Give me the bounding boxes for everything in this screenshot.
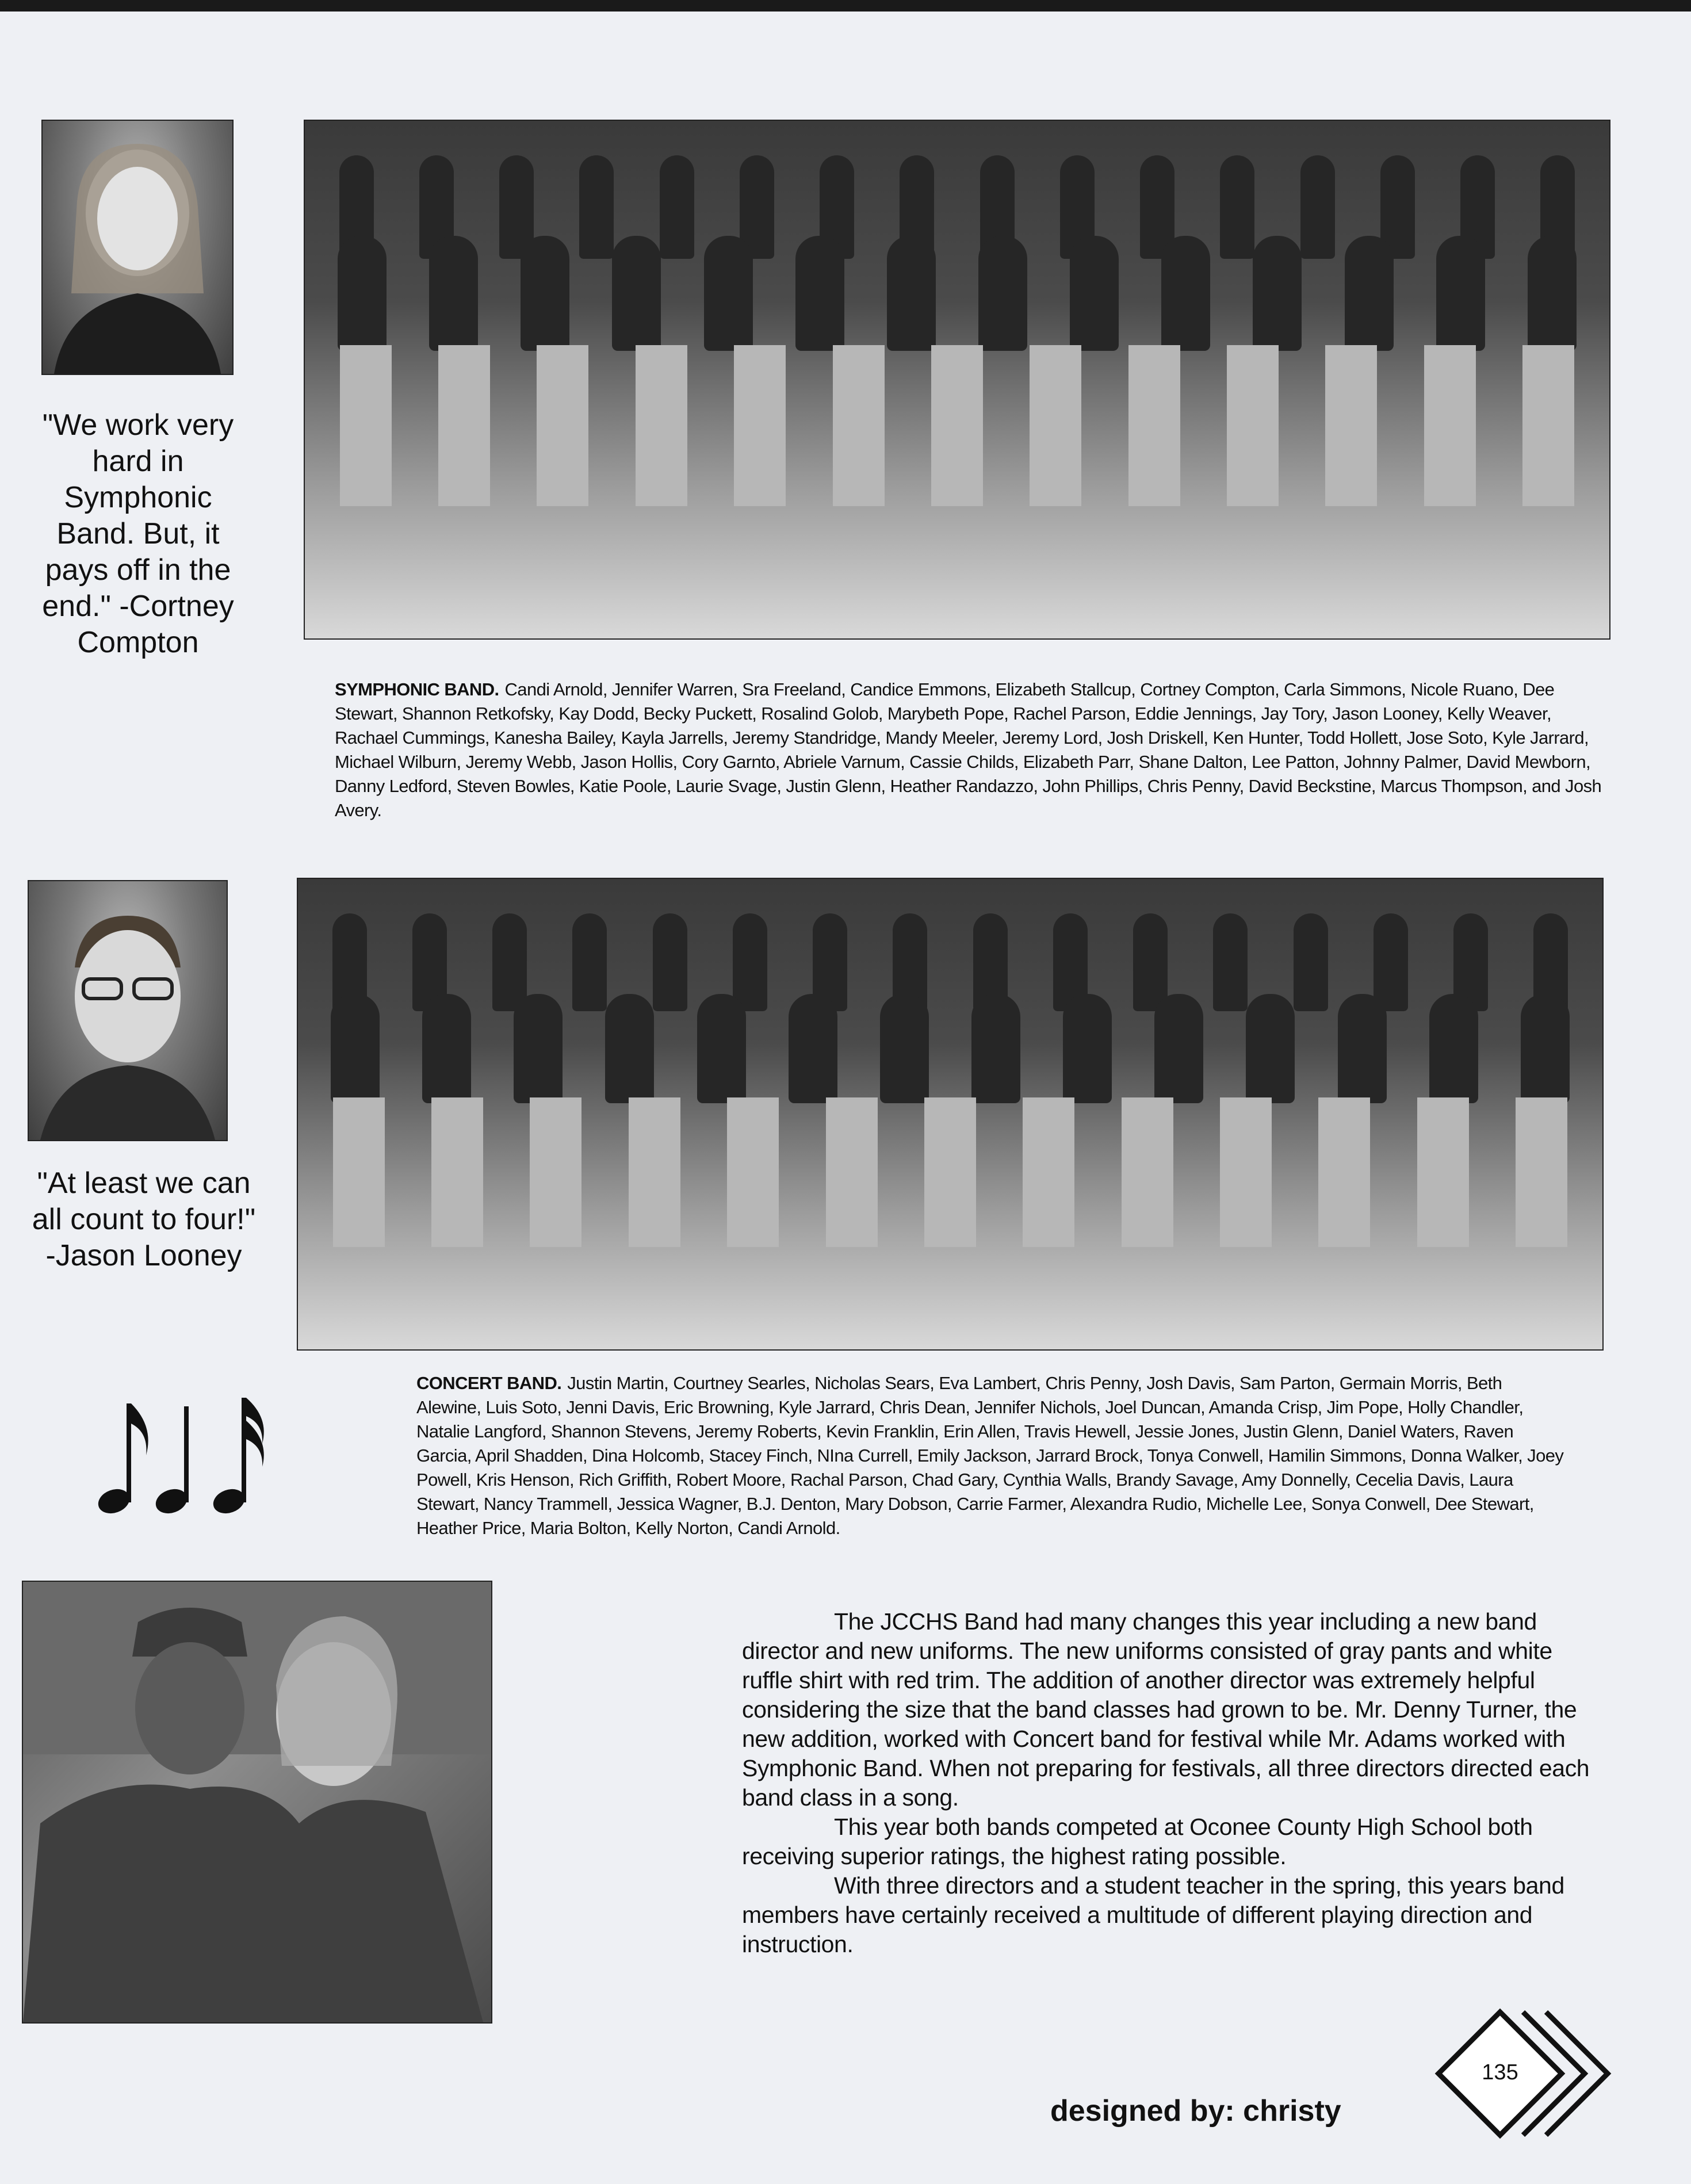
symphonic-band-caption <box>335 678 1612 823</box>
music-notes-icon <box>91 1392 275 1519</box>
quote-jason-looney: "At least we can all count to four!" -Jason Looney <box>32 1166 256 1272</box>
concert-band-caption <box>416 1371 1567 1540</box>
page-number: 135 <box>1482 2060 1518 2084</box>
portrait-photo-cortney <box>41 120 234 375</box>
story-paragraph-1: The JCCHS Band had many changes this year including a new band director and new uniforms. The new uniforms consisted of gray pants and white ruffle shirt with red trim. The addition of another director was extremely helpful considering the size that the band classes had grown to be. Mr. Denny Turner, the new addition, worked with Concert band for festival while Mr. Adams worked with Symphonic Band. When not preparing for festivals, all three directors directed each band class in a song. <box>742 1608 1590 1811</box>
candid-photo <box>22 1581 492 2024</box>
candid-silhouette-icon <box>23 1582 491 2022</box>
symphonic-band-label: SYMPHONIC BAND. <box>335 679 499 699</box>
concert-band-label: CONCERT BAND. <box>416 1373 562 1393</box>
story-paragraph-3: With three directors and a student teacher in the spring, this years band members have certainly received a multitude of different playing direction and instruction. <box>742 1872 1564 1957</box>
band-story-text <box>742 1607 1599 1959</box>
story-paragraph-2: This year both bands competed at Oconee County High School both receiving superior ratings, the highest rating possible. <box>742 1814 1533 1869</box>
portrait-photo-jason <box>28 880 228 1141</box>
symphonic-band-photo <box>304 120 1610 640</box>
portrait-silhouette-icon <box>29 881 227 1140</box>
concert-band-photo <box>297 878 1604 1351</box>
portrait-silhouette-icon <box>43 121 232 374</box>
concert-band-names: Justin Martin, Courtney Searles, Nicholas Sears, Eva Lambert, Chris Penny, Josh Davis, Sam Parton, Germain Morris, Beth Alewine, Luis Soto, Jenni Davis, Eric Browning, Kyle Jarrard, Chris Dean, Jennifer Nichols, Joel Duncan, Amanda Crisp, Jim Pope, Holly Chandler, Natalie Langford, Shannon Stevens, Jeremy Roberts, Kevin Franklin, Erin Allen, Travis Hewell, Jessie Jones, Justin Glenn, Daniel Waters, Raven Garcia, April Shadden, Dina Holcomb, Stacey Finch, NIna Currell, Emily Jackson, Jarrard Brock, Tonya Conwell, Hamilin Simmons, Donna Walker, Joey Powell, Kris Henson, Rich Griffith, Robert Moore, Rachal Parson, Chad Gary, Cynthia Walls, Brandy Savage, Amy Donnelly, Cecelia Davis, Laura Stewart, Nancy Trammell, Jessica Wagner, B.J. Denton, Mary Dobson, Carrie Farmer, Alexandra Rudio, Michelle Lee, Sonya Conwell, Dee Stewart, Heather Price, Maria Bolton, Kelly Norton, Candi Arnold. <box>416 1373 1564 1538</box>
symphonic-band-names: Candi Arnold, Jennifer Warren, Sra Freeland, Candice Emmons, Elizabeth Stallcup, Cortney Compton, Carla Simmons, Nicole Ruano, Dee Stewart, Shannon Retkofsky, Kay Dodd, Becky Puckett, Rosalind Golob, Marybeth Pope, Rachel Parson, Eddie Jennings, Jay Tory, Jason Looney, Kelly Weaver, Rachael Cummings, Kanesha Bailey, Kayla Jarrells, Jeremy Standridge, Mandy Meeler, Jeremy Lord, Josh Driskell, Ken Hunter, Todd Hollett, Jose Soto, Kyle Jarrard, Michael Wilburn, Jeremy Webb, Jason Hollis, Cory Garnto, Abriele Varnum, Cassie Childs, Elizabeth Parr, Shane Dalton, Lee Patton, Johnny Palmer, David Mewborn, Danny Ledford, Steven Bowles, Katie Poole, Laurie Svage, Justin Glenn, Heather Randazzo, John Phillips, Chris Penny, David Beckstine, Marcus Thompson, and Josh Avery. <box>335 679 1602 820</box>
designer-credit: designed by: christy <box>1050 2094 1341 2128</box>
quote-cortney-compton: "We work very hard in Symphonic Band. But, it pays off in the end." -Cortney Compton <box>42 408 234 659</box>
